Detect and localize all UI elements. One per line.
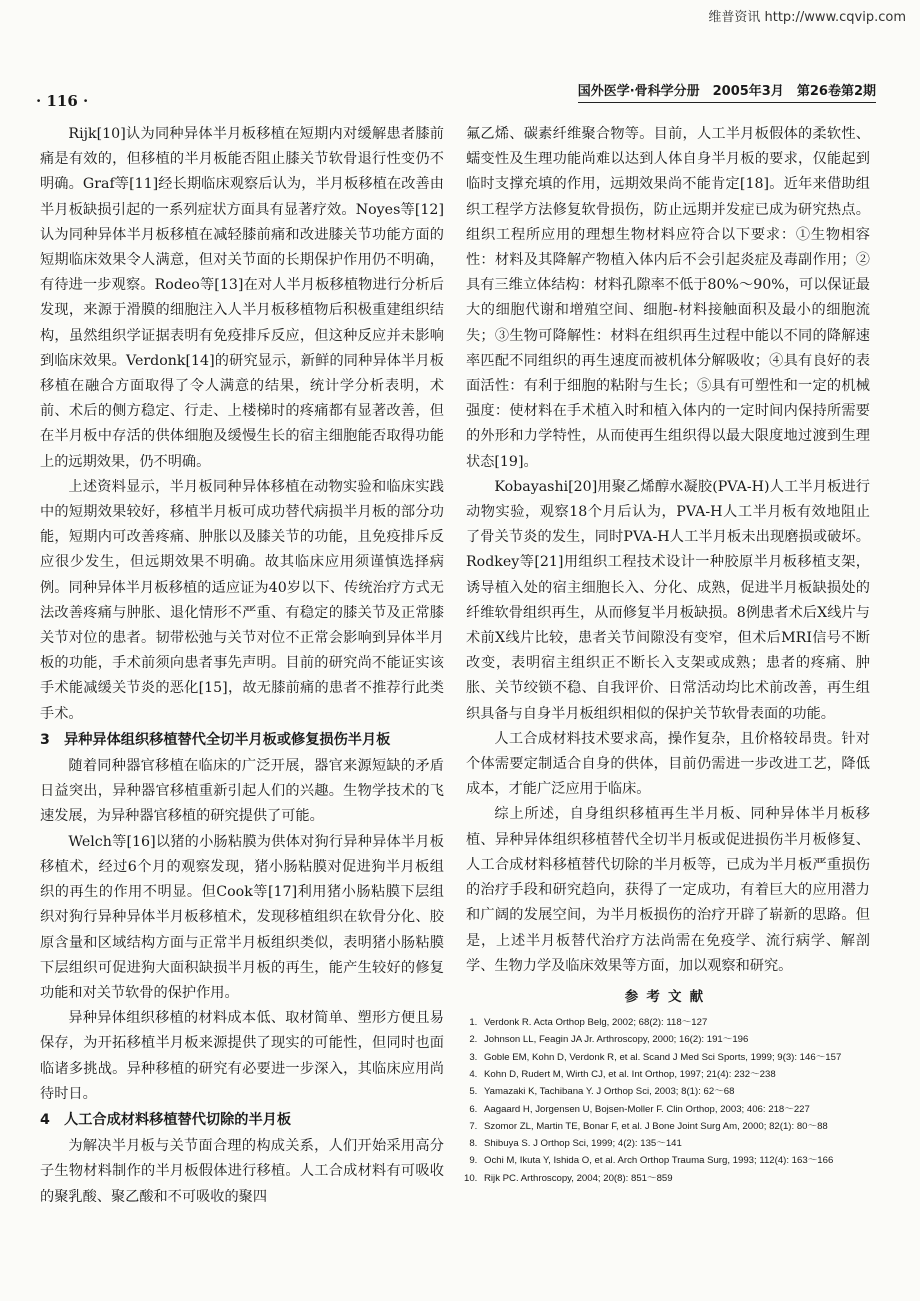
- paragraph: 综上所述，自身组织移植再生半月板、同种异体半月板移植、异种异体组织移植替代全切半月板或促进损伤半月板修复、人工合成材料移植替代切除的半月板等，已成为半月板严重损伤的治疗手段和研究趋向，获得了一定成功，有着巨大的应用潜力和广阔的发展空间，为半月板损伤的治疗开辟了崭新的思路。但是，上述半月板替代治疗方法尚需在免疫学、流行病学、解剖学、生物力学及临床效果等方面，加以观察和研究。: [466, 806, 870, 974]
- reference-item: 10. Rijk PC. Arthroscopy, 2004; 20(8): 851～859: [480, 1170, 870, 1187]
- section-heading: 4 人工合成材料移植替代切除的半月板: [40, 1111, 292, 1128]
- paragraph: Rijk[10]认为同种异体半月板移植在短期内对缓解患者膝前痛是有效的，但移植的半月板能否阻止膝关节软骨退行性变仍不明确。Graf等[11]经长期临床观察后认为，半月板移植在改善由半月板缺损引起的一系列症状方面具有显著疗效。Noyes等[12]认为同种异体半月板移植在减轻膝前痛和改进膝关节功能方面的短期临床效果令人满意，但对关节面的长期保护作用仍不明确，有待进一步观察。Rodeo等[13]在对人半月板移植物进行分析后发现，来源于滑膜的细胞注入人半月板移植物后积极重建组织结构，虽然组织学证据表明有免疫排斥反应，但这种反应并未影响到临床效果。Verdonk[14]的研究显示，新鲜的同种异体半月板移植在融合方面取得了令人满意的结果，统计学分析表明，术前、术后的侧方稳定、行走、上楼梯时的疼痛都有显著改善，但在半月板中存活的供体细胞及缓慢生长的宿主细胞能否取得功能上的远期效果，仍不明确。: [40, 126, 444, 470]
- reference-item: 8. Shibuya S. J Orthop Sci, 1999; 4(2): 135～141: [480, 1135, 870, 1152]
- reference-item: 4. Kohn D, Rudert M, Wirth CJ, et al. Int Orthop, 1997; 21(4): 232～238: [480, 1066, 870, 1083]
- journal-title: 国外医学·骨科学分册 2005年3月 第26卷第2期: [578, 80, 876, 103]
- paragraph: 随着同种器官移植在临床的广泛开展，器官来源短缺的矛盾日益突出，异种器官移植重新引起人们的兴趣。生物学技术的飞速发展，为异种器官移植的研究提供了可能。: [40, 758, 444, 825]
- right-column: [466, 122, 870, 1187]
- watermark: 维普资讯 http://www.cqvip.com: [708, 10, 906, 25]
- page-header: [36, 80, 876, 110]
- paragraph-continued: 氟乙烯、碳素纤维聚合物等。目前，人工半月板假体的柔软性、蠕变性及生理功能尚难以达到人体自身半月板的要求，仅能起到临时支撑充填的作用，远期效果尚不能肯定[18]。近年来借助组织工程学方法修复软骨损伤，防止远期并发症已成为研究热点。组织工程所应用的理想生物材料应符合以下要求：①生物相容性：材料及其降解产物植入体内后不会引起炎症及毒副作用；②具有三维立体结构：材料孔隙率不低于80%～90%，可以保证最大的细胞代谢和增殖空间、细胞-材料接触面积及最小的细胞流失；③生物可降解性：材料在组织再生过程中能以不同的降解速率匹配不同组织的再生速度而被机体分解吸收；④具有良好的表面活性：有利于细胞的粘附与生长；⑤具有可塑性和一定的机械强度：使材料在手术植入时和植入体内的一定时间内保持所需要的外形和力学特性，从而使再生组织得以最大限度地过渡到生理状态[19]。: [466, 126, 870, 470]
- references-list: [466, 1014, 870, 1187]
- reference-item: 2. Johnson LL, Feagin JA Jr. Arthroscopy, 2000; 16(2): 191～196: [480, 1031, 870, 1048]
- paragraph: 异种异体组织移植的材料成本低、取材简单、塑形方便且易保存，为开拓移植半月板来源提供了现实的可能性，但同时也面临诸多挑战。异种移植的研究有必要进一步深入，其临床应用尚待时日。: [40, 1010, 444, 1102]
- paragraph: Kobayashi[20]用聚乙烯醇水凝胶(PVA-H)人工半月板进行动物实验，观察18个月后认为，PVA-H人工半月板有效地阻止了骨关节炎的发生，同时PVA-H人工半月板未出现磨损或破坏。Rodkey等[21]用组织工程技术设计一种胶原半月板移植支架，诱导植入处的宿主细胞长入、分化、成熟，促进半月板缺损处的纤维软骨组织再生，从而修复半月板缺损。8例患者术后X线片与术前X线片比较，患者关节间隙没有变窄，但术后MRI信号不断改变，表明宿主组织正不断长入支架或成熟；患者的疼痛、肿胀、关节绞锁不稳、自我评价、日常活动均比术前改善，再生组织具备与自身半月板组织相似的保护关节软骨表面的功能。: [466, 478, 870, 722]
- paragraph: 为解决半月板与关节面合理的构成关系，人们开始采用高分子生物材料制作的半月板假体进行移植。人工合成材料有可吸收的聚乳酸、聚乙酸和不可吸收的聚四: [40, 1138, 444, 1205]
- reference-item: 3. Goble EM, Kohn D, Verdonk R, et al. Scand J Med Sci Sports, 1999; 9(3): 146～157: [480, 1049, 870, 1066]
- reference-item: 6. Aagaard H, Jorgensen U, Bojsen-Moller F. Clin Orthop, 2003; 406: 218～227: [480, 1101, 870, 1118]
- paragraph: 人工合成材料技术要求高，操作复杂，且价格较昂贵。针对个体需要定制适合自身的供体，目前仍需进一步改进工艺，降低成本，才能广泛应用于临床。: [466, 730, 870, 798]
- reference-item: 5. Yamazaki K, Tachibana Y. J Orthop Sci, 2003; 8(1): 62～68: [480, 1083, 870, 1100]
- left-column: [40, 122, 444, 1210]
- paragraph: Welch等[16]以猪的小肠粘膜为供体对狗行异种异体半月板移植术，经过6个月的观察发现，猪小肠粘膜对促进狗半月板组织的再生的作用不明显。但Cook等[17]利用猪小肠粘膜下层组织对狗行异种异体半月板移植术，发现移植组织在软骨分化、胶原含量和区域结构方面与正常半月板组织类似，表明猪小肠粘膜下层组织可促进狗大面积缺损半月板的再生，能产生较好的修复功能和对关节软骨的保护作用。: [40, 833, 444, 1001]
- paragraph: 上述资料显示，半月板同种异体移植在动物实验和临床实践中的短期效果较好，移植半月板可成功替代病损半月板的部分功能，短期内可改善疼痛、肿胀以及膝关节的功能，且免疫排斥反应很少发生，但远期效果不明确。故其临床应用须谨慎选择病例。同种异体半月板移植的适应证为40岁以下、传统治疗方式无法改善疼痛与肿胀、退化情形不严重、有稳定的膝关节及正常膝关节对位的患者。韧带松弛与关节对位不正常会影响到异体半月板的功能，手术前须向患者事先声明。目前的研究尚不能证实该手术能减缓关节炎的恶化[15]，故无膝前痛的患者不推荐行此类手术。: [40, 478, 444, 722]
- reference-item: 1. Verdonk R. Acta Orthop Belg, 2002; 68(2): 118～127: [480, 1014, 870, 1031]
- references-title: 参考文献: [624, 988, 712, 1005]
- page-number: · 116 ·: [36, 92, 89, 110]
- section-heading: 3 异种异体组织移植替代全切半月板或修复损伤半月板: [40, 731, 391, 748]
- reference-item: 9. Ochi M, Ikuta Y, Ishida O, et al. Arch Orthop Trauma Surg, 1993; 112(4): 163～166: [480, 1152, 870, 1169]
- reference-item: 7. Szomor ZL, Martin TE, Bonar F, et al. J Bone Joint Surg Am, 2000; 82(1): 80～88: [480, 1118, 870, 1135]
